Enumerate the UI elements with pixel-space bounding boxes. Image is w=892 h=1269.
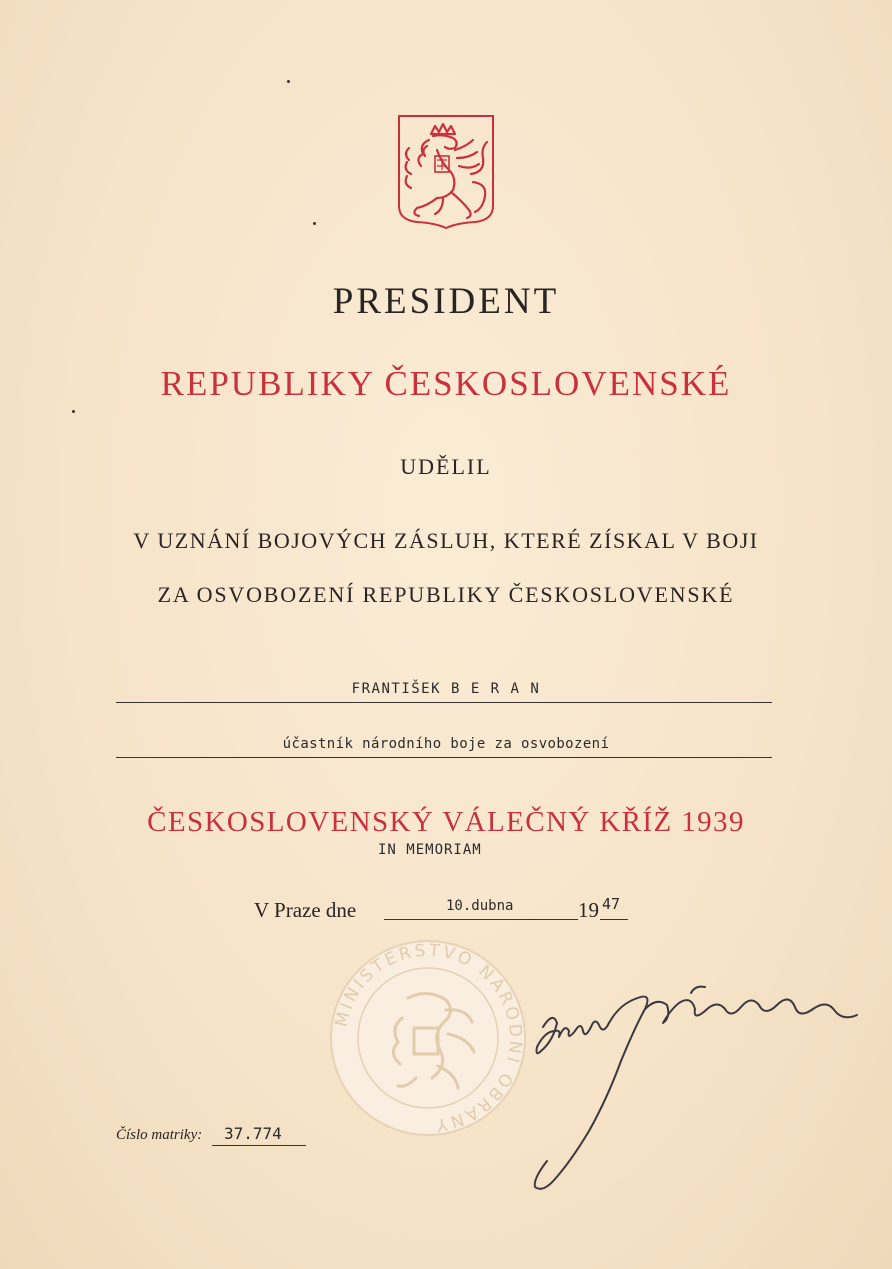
recipient-name-underline [116, 702, 772, 703]
year-underline [600, 919, 628, 920]
recipient-name: FRANTIŠEK B E R A N [351, 681, 541, 697]
recipient-role: účastník národního boje za osvobození [282, 736, 610, 752]
paper-speck [313, 222, 316, 225]
signature-icon [495, 965, 875, 1205]
registry-number: 37.774 [224, 1124, 282, 1143]
registry-label: Číslo matriky: [116, 1127, 203, 1143]
seal-text: MINISTERSTVO NÁRODNÍ OBRANY [331, 940, 526, 1135]
registry-underline [212, 1145, 306, 1146]
date-underline [384, 919, 578, 920]
award-note: IN MEMORIAM [378, 842, 482, 858]
year-suffix: 47 [602, 895, 621, 913]
recipient-role-underline [116, 757, 772, 758]
date-value: 10.dubna [446, 898, 514, 914]
date-label: V Praze dne [254, 898, 357, 922]
reason-line-1: V UZNÁNÍ BOJOVÝCH ZÁSLUH, KTERÉ ZÍSKAL V BOJI [133, 528, 759, 553]
paper-speck [287, 80, 290, 83]
paper-speck [72, 410, 75, 413]
award-name: ČESKOSLOVENSKÝ VÁLEČNÝ KŘÍŽ 1939 [147, 806, 745, 838]
czechoslovak-crest-icon [397, 114, 495, 230]
document-title: PRESIDENT [332, 281, 560, 322]
year-prefix: 19 [578, 898, 599, 922]
reason-line-2: ZA OSVOBOZENÍ REPUBLIKY ČESKOSLOVENSKÉ [157, 582, 735, 607]
document-subtitle: REPUBLIKY ČESKOSLOVENSKÉ [160, 364, 732, 403]
awarded-verb: UDĚLIL [400, 454, 492, 479]
